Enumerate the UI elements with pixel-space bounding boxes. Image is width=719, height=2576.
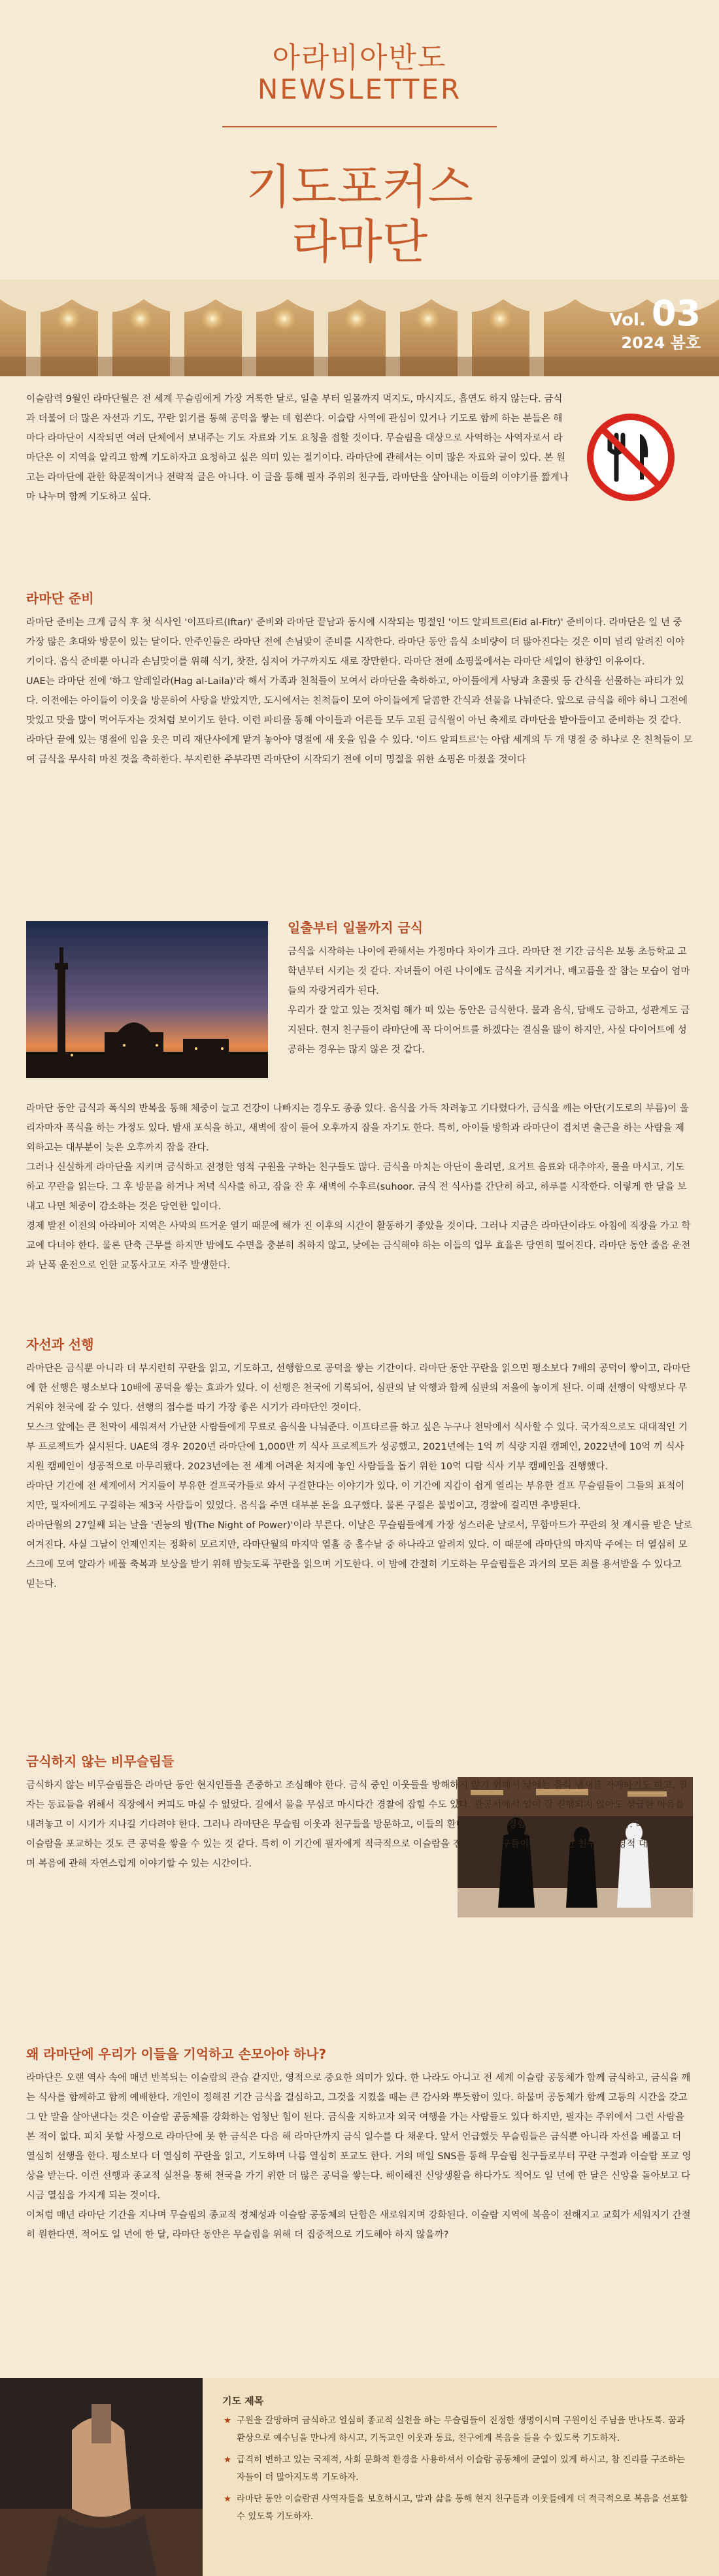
fasting-paragraph-2: 우리가 잘 알고 있는 것처럼 해가 떠 있는 동안은 금식한다. 물과 음식, 담배도 금하고, 성관계도 금지된다. 현지 친구들이 라마단에 꼭 다이어트를 하겠다는 결심을 많이 하지만, 사실 다이어트에 성공하는 경우는 많지 않은 것 같다. <box>288 1005 690 1055</box>
prayer-footer <box>0 2378 719 2576</box>
nonmuslim-paragraph-1: 금식하지 않는 비무슬림들은 라마단 동안 현지인들을 존중하고 조심해야 한다. 금식 중인 이웃들을 방해하지 않기 위해서 낮에는 음식 냄새를 자제하기도 하고, 필자는 동료들을 위해서 직장에서 커피도 마실 수 없었다. 길에서 물을 무심코 마시다간 경찰에 잡힐 수도 있다. 관공서에서 일이 잘 진행되지 않아도 성급한 마음을 내려놓고 이 시기가 지나길 기다려야 한다. 그러나 라마단은 무슬림 이웃과 친구들을 방문하고, 이들의 환대와 자비를 경험할 수 있는 좋은 시기이다. 라마단 동안 이슬람을 포교하는 것도 큰 공덕을 쌓을 수 있는 것 같다. 특히 이 기간에 필자에게 적극적으로 이슬람을 전도하는 친구들이 있다. 이런 친구들과 영적 대화를 나누며 복음에 관해 자연스럽게 이야기할 수 있는 시간이다. <box>26 1780 688 1869</box>
section-title-nonmuslim: 금식하지 않는 비무슬림들 <box>26 1753 175 1769</box>
volume-season: 2024 봄호 <box>621 334 701 352</box>
star-icon: ★ <box>224 2415 232 2426</box>
charity-paragraph-1: 라마단은 금식뿐 아니라 더 부지런히 꾸란을 읽고, 기도하고, 선행함으로 공덕을 쌓는 기간이다. 라마단 동안 꾸란을 읽으면 평소보다 7배의 공덕이 쌓이고, 라마단에 한 선행은 평소보다 10배에 공덕을 쌓는 효과가 있다. 이 선행은 천국에 기록되어, 심판의 날 악행과 함께 심판의 저울에 놓이게 된다. 이때 선행이 악행보다 무거워야 천국에 갈 수 있다. 선행의 점수를 따기 가장 좋은 시기가 라마단인 것이다. <box>26 1363 691 1413</box>
section-charity-text <box>26 1359 693 1594</box>
mosque-banner <box>0 280 719 376</box>
prayer-item <box>222 2451 693 2486</box>
charity-paragraph-3: 라마단 기간에 전 세계에서 거지들이 부유한 걸프국가들로 와서 구걸한다는 이야기가 있다. 이 기간에 지갑이 쉽게 열리는 부유한 걸프 무슬림들이 그들의 표적이지만, 필자에게도 구걸하는 제3국 사람들이 있었다. 음식을 주면 대부분 돈을 요구했다. 물론 구걸은 불법이고, 경찰에 걸리면 추방된다. <box>26 1481 685 1511</box>
intro-text <box>26 389 569 507</box>
prayer-list <box>222 2412 693 2530</box>
charity-paragraph-2: 모스크 앞에는 큰 천막이 세워져서 가난한 사람들에게 무료로 음식을 나눠준다. 이프타르를 하고 싶은 누구나 천막에서 식사할 수 있다. 국가적으로도 대대적인 기부 프로젝트가 실시된다. UAE의 경우 2020년 라마단에 1,000만 끼 식사 프로젝트가 성공했고, 2021년에는 1억 끼 식량 지원 캠페인, 2022년에 10억 끼 식사 지원 캠페인이 성공적으로 마무리됐다. 2023년에는 전 세계 어려운 처지에 놓인 사람들을 돕기 위한 10억 디람 식사 기부 캠페인을 진행했다. <box>26 1422 688 1472</box>
fasting-paragraph-1: 금식을 시작하는 나이에 관해서는 가정마다 차이가 크다. 라마단 전 기간 금식은 보통 초등학교 고학년부터 시키는 것 같다. 자녀들이 어린 나이에도 금식을 지키거나, 배고픔을 잘 참는 모습이 엄마들의 자랑거리가 된다. <box>288 947 690 996</box>
section-fasting-text <box>26 1099 693 1275</box>
why-paragraph-2: 이처럼 매년 라마단 기간을 지나며 무슬림의 종교적 정체성과 이슬람 공동체의 단합은 새로워지며 강화된다. 이슬람 지역에 복음이 전해지고 교회가 세워지기 간절히 원한다면, 적어도 일 년에 한 달, 라마단 동안은 무슬림을 위해 더 집중적으로 기도해야 하지 않을까? <box>26 2210 691 2240</box>
page-title-line2: 라마단 <box>291 214 428 269</box>
prayer-item-text: 구원을 갈망하며 금식하고 열심히 종교적 실천을 하는 무슬림들이 진정한 생명이시며 구원이신 주님을 만나도록. 꿈과 환상으로 예수님을 만나게 하시고, 기독교인 이웃과 동료, 친구에게 복음을 들을 수 있도록 기도하자. <box>237 2415 686 2443</box>
volume-prefix: Vol. <box>609 310 646 330</box>
section-prep-text <box>26 613 693 770</box>
header <box>0 0 719 287</box>
section-nonmuslim-text <box>26 1776 693 1874</box>
section-fasting-intro <box>288 942 693 1060</box>
mosque-sunset-photo <box>26 921 268 1078</box>
prayer-item-text: 급격히 변하고 있는 국제적, 사회 문화적 환경을 사용하셔서 이슬람 공동체에 균열이 있게 하시고, 참 진리를 구조하는 자들이 더 많아지도록 기도하자. <box>237 2454 685 2483</box>
prayer-item <box>222 2412 693 2447</box>
page-title-line1: 기도포커스 <box>246 159 473 214</box>
brand-name: 아라비아반도 <box>272 41 447 74</box>
section-why-text <box>26 2068 693 2245</box>
section-title-prep: 라마단 준비 <box>26 591 94 606</box>
volume-number: 03 <box>651 293 701 334</box>
volume-badge <box>609 293 701 353</box>
no-eating-icon <box>585 412 677 506</box>
section-title-why: 왜 라마단에 우리가 이들을 기억하고 손모아야 하나? <box>26 2046 327 2062</box>
section-title-charity: 자선과 선행 <box>26 1337 94 1352</box>
prayer-title: 기도 제목 <box>222 2395 264 2407</box>
header-divider <box>222 126 497 127</box>
praying-hands-photo <box>0 2378 203 2576</box>
intro-paragraph: 이슬람력 9월인 라마단월은 전 세계 무슬림에게 가장 거룩한 달로, 일출 부터 일몰까지 먹지도, 마시지도, 흡연도 하지 않는다. 금식과 더불어 더 많은 자선과 기도, 꾸란 읽기를 통해 공덕을 쌓는 데 힘쓴다. 이슬람 사역에 관심이 있거나 기도로 함께 하는 분들은 해마다 라마단이 시작되면 여러 단체에서 보내주는 기도 자료와 기도 요청을 접할 것이다. 무슬림을 대상으로 사역하는 사역자로서 라마단은 이 지역을 알리고 함께 기도하자고 요청하고 싶은 의미 있는 절기이다. 라마단에 관해서는 이미 많은 자료와 글이 있다. 본 원고는 라마단에 관한 학문적이거나 전략적 글은 아니다. 이 글을 통해 필자 주위의 친구들, 라마단을 살아내는 이들의 이야기를 짧게나마 나누며 함께 기도하고 싶다. <box>26 394 569 502</box>
fasting-paragraph-4: 그러나 신실하게 라마단을 지키며 금식하고 진정한 영적 구원을 구하는 친구들도 많다. 금식을 마치는 아단이 울리면, 요거트 음료와 대추야자, 물을 마시고, 기도하고 꾸란을 읽는다. 그 후 방문을 하거나 저녁 식사를 하고, 잠을 잔 후 새벽에 수후르(suhoor. 금식 전 식사)를 간단히 하고, 하루를 시작한다. 이렇게 한 달을 보내고 나면 체중이 감소하는 것은 당연한 일이다. <box>26 1162 687 1212</box>
prep-paragraph-3: 라마단 끝에 있는 명절에 입을 옷은 미리 재단사에게 맡겨 놓아야 명절에 새 옷을 입을 수 있다. '이드 알피트르'는 아랍 세계의 두 개 명절 중 하나로 온 친척들이 모여 금식을 무사히 마친 것을 축하한다. 부지런한 주부라면 라마단이 시작되기 전에 이미 명절을 위한 쇼핑은 마쳤을 것이다 <box>26 735 693 765</box>
star-icon: ★ <box>224 2454 232 2465</box>
newsletter-label: NEWSLETTER <box>257 73 462 105</box>
why-paragraph-1: 라마단은 오랜 역사 속에 매년 반복되는 이슬람의 관습 같지만, 영적으로 중요한 의미가 있다. 한 나라도 아니고 전 세계 이슬람 공동체가 함께 금식하고, 금식을 깨는 식사를 함께하고 함께 예배한다. 개인이 정해진 기간 금식을 결심하고, 그것을 지켰을 때는 큰 감사와 뿌듯함이 있다. 하물며 공동체가 함께 고통의 시간을 갖고 그 안 말을 살아낸다는 것은 이슬람 공동체를 강화하는 엄청난 힘이 된다. 금식을 지하고자 외국 여행을 가는 사람들도 있다 하지만, 필자는 주위에서 그런 사람을 본 적이 없다. 피치 못할 사정으로 라마단에 못 한 금식은 다음 해 라마단까지 금식 일수를 다 채운다. 앞서 언급했듯 무슬림들은 금식뿐 아니라 자선을 베풀고 더 열심히 선행을 한다. 평소보다 더 열심히 꾸란을 읽고, 기도하며 나름 열심히 포교도 한다. 거의 매일 SNS를 통해 무슬림 친구들로부터 꾸란 구절과 이슬람 포교 영상을 받는다. 이런 선행과 종교적 실천을 통해 천국을 가기 위한 더 많은 공덕을 쌓는다. 해이해진 신앙생활을 하다가도 적어도 일 년에 한 달은 신앙을 돌아보고 다시금 열심을 가지게 되는 것이다. <box>26 2073 692 2201</box>
charity-paragraph-4: 라마단월의 27일째 되는 날을 '권능의 밤(The Night of Power)'이라 부른다. 이날은 무슬림들에게 가장 성스러운 날로서, 무함마드가 꾸란의 첫 계시를 받은 날로 여겨진다. 사실 그날이 언제인지는 정확히 모르지만, 라마단월의 마지막 열흘 중 홀수날 중 하나라고 알려져 있다. 이 때문에 라마단의 마지막 주에는 더 열심히 모스크에 모여 알라가 베풀 축복과 보상을 받기 위해 밤늦도록 꾸란을 읽으며 기도한다. 이 밤에 간절히 기도하는 무슬림들은 과거의 모든 죄를 용서받을 수 있다고 믿는다. <box>26 1520 693 1590</box>
prayer-item-text: 라마단 동안 이슬람권 사역자들을 보호하시고, 말과 삶을 통해 현지 친구들과 이웃들에게 더 적극적으로 복음을 선포할 수 있도록 기도하자. <box>237 2494 688 2522</box>
section-title-fasting: 일출부터 일몰까지 금식 <box>288 920 424 936</box>
prayer-item <box>222 2490 693 2526</box>
fasting-paragraph-3: 라마단 동안 금식과 폭식의 반복을 통해 체중이 늘고 건강이 나빠지는 경우도 종종 있다. 음식을 가득 차려놓고 기다렸다가, 금식을 깨는 아단(기도로의 부름)이 울리자마자 폭식을 하는 가정도 있다. 밤새 포식을 하고, 새벽에 잠이 들어 오후까지 잠을 자기도 한다. 특히, 아이들 방학과 라마단이 겹치면 출근을 하는 사람을 제외하고는 대부분이 늦은 오후까지 잠을 잔다. <box>26 1103 689 1153</box>
fasting-paragraph-5: 경제 발전 이전의 아라비아 지역은 사막의 뜨거운 열기 때문에 해가 진 이후의 시간이 활동하기 좋았을 것이다. 그러나 지금은 라마단이라도 아침에 직장을 가고 학교에 다녀야 한다. 물론 단축 근무를 하지만 밤에도 수면을 충분히 취하지 않고, 낮에는 금식해야 하는 이들의 업무 효율은 당연히 떨어진다. 라마단 동안 졸음 운전과 난폭 운전으로 인한 교통사고도 자주 발생한다. <box>26 1221 691 1271</box>
prep-paragraph-1: 라마단 준비는 크게 금식 후 첫 식사인 '이프타르(Iftar)' 준비와 라마단 끝남과 동시에 시작되는 명절인 '이드 알피트르(Eid al-Fitr)' 준비이다. 라마단은 일 년 중 가장 많은 초대와 방문이 있는 달이다. 안주인들은 라마단 전에 손님맞이 준비를 시작한다. 라마단 동안 음식 소비량이 더 많아진다는 것은 이미 널리 알려진 이야기이다. 음식 준비뿐 아니라 손님맞이를 위해 식기, 찻잔, 심지어 가구까지도 새로 장만한다. 라마단 전에 쇼핑몰에서는 라마단 세일이 한창인 이유이다. <box>26 617 685 667</box>
star-icon: ★ <box>224 2494 232 2504</box>
prep-paragraph-2: UAE는 라마단 전에 '하그 알레일라(Hag al-Laila)'라 해서 가족과 친척들이 모여서 라마단을 축하하고, 아이들에게 사탕과 초콜릿 등 간식을 선물하는 파티가 있다. 이전에는 아이들이 이웃을 방문하여 사탕을 받았지만, 도시에서는 친척들이 모여 아이들에게 달콤한 간식과 선물을 나눠준다. 앞으로 금식을 해야 하니 그전에 맛있고 맛을 많이 먹어두자는 것처럼 보이기도 한다. 이런 파티를 통해 아이들과 어른들 모두 고된 금식월이 아닌 축제로 라마단을 받아들이고 준비하는 것 같다. <box>26 676 688 726</box>
